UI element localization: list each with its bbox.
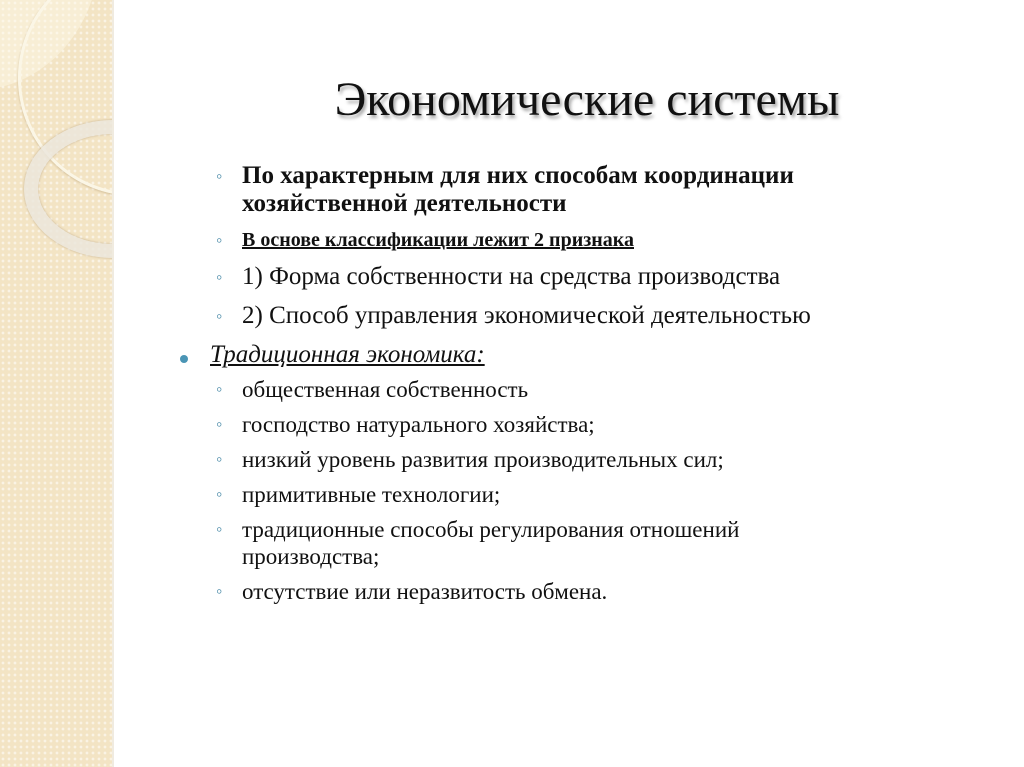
list-item: ◦ общественная собственность [216, 377, 529, 402]
hollow-bullet-icon: ◦ [216, 449, 223, 469]
hollow-bullet-icon: ◦ [216, 230, 223, 250]
hollow-bullet-icon: ◦ [216, 166, 223, 186]
slide-content [178, 162, 964, 613]
hollow-bullet-icon: ◦ [216, 519, 223, 539]
list-item: ◦ господство натурального хозяйства; [216, 412, 595, 437]
hollow-bullet-icon: ◦ [216, 484, 223, 504]
list-item: ◦ В основе классификации лежит 2 признака [216, 229, 634, 251]
list-item-heading: Традиционная экономика: [178, 340, 964, 370]
list-item: ◦ низкий уровень развития производительных сил; [216, 447, 724, 472]
slide-title: Экономические системы [334, 73, 840, 126]
hollow-bullet-icon: ◦ [216, 306, 223, 326]
hollow-bullet-icon: ◦ [216, 267, 223, 287]
list-item: ◦ отсутствие или неразвитость обмена. [216, 579, 608, 604]
hollow-bullet-icon: ◦ [216, 581, 223, 601]
hollow-bullet-icon: ◦ [216, 379, 223, 399]
list-item: ◦ примитивные технологии; [216, 482, 501, 507]
list-item: ◦ традиционные способы регулирования отношений производства; [216, 517, 740, 569]
filled-bullet-icon [180, 355, 188, 363]
list-item: ◦ 1) Форма собственности на средства производства [216, 263, 781, 290]
hollow-bullet-icon: ◦ [216, 414, 223, 434]
list-item: ◦ По характерным для них способам координации хозяйственной деятельности [216, 162, 794, 217]
list-item: ◦ 2) Способ управления экономической деятельностью [216, 302, 811, 329]
